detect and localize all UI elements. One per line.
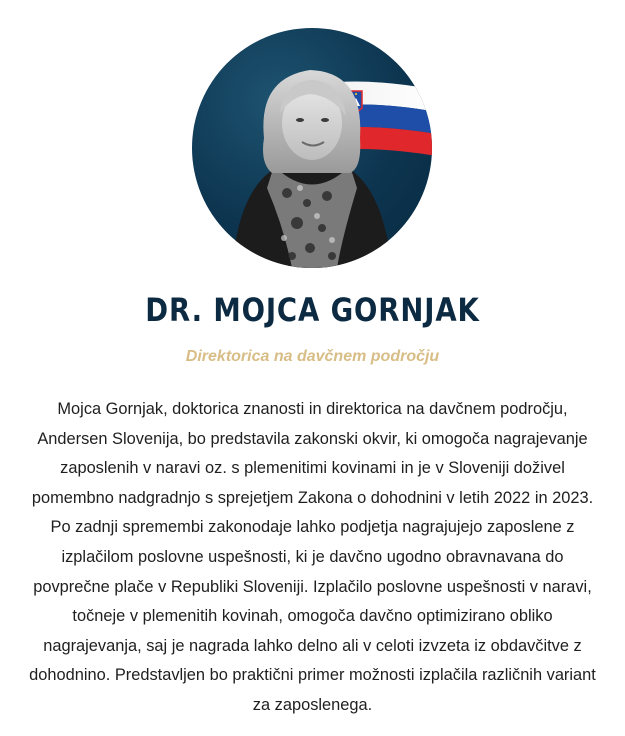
speaker-role: Direktorica na davčnem področju [185,348,440,365]
portrait-illustration [192,28,432,268]
speaker-bio: Mojca Gornjak, doktorica znanosti in direktorica na davčnem področju, Andersen Slovenija, bo predstavila zakonski okvir, ki omogoča nagrajevanje zaposlenih v naravi oz. s plemenitimi kovinami in je v Sloveniji doživel pomembno nadgradnjo s sprejetjem Zakona o dohodnini v letih 2022 in 2023. Po zadnji spremembi zakonodaje lahko podjetja nagrajujejo zaposlene z izplačilom poslovne uspešnosti, ki je davčno ugodno obravnavana do povprečne plače v Republiki Sloveniji. Izplačilo poslovne uspešnosti v naravi, točneje v plemenitih kovinah, omogoča davčno optimizirano obliko nagrajevanja, saj je nagrada lahko delno ali v celoti izvzeta iz obdavčitve z dohodnino. Predstavljen bo praktični primer možnosti izplačila različnih variant za zaposlenega. [29,400,596,714]
speaker-name: DR. MOJCA GORNJAK [145,291,480,329]
portrait-photo [192,28,432,268]
